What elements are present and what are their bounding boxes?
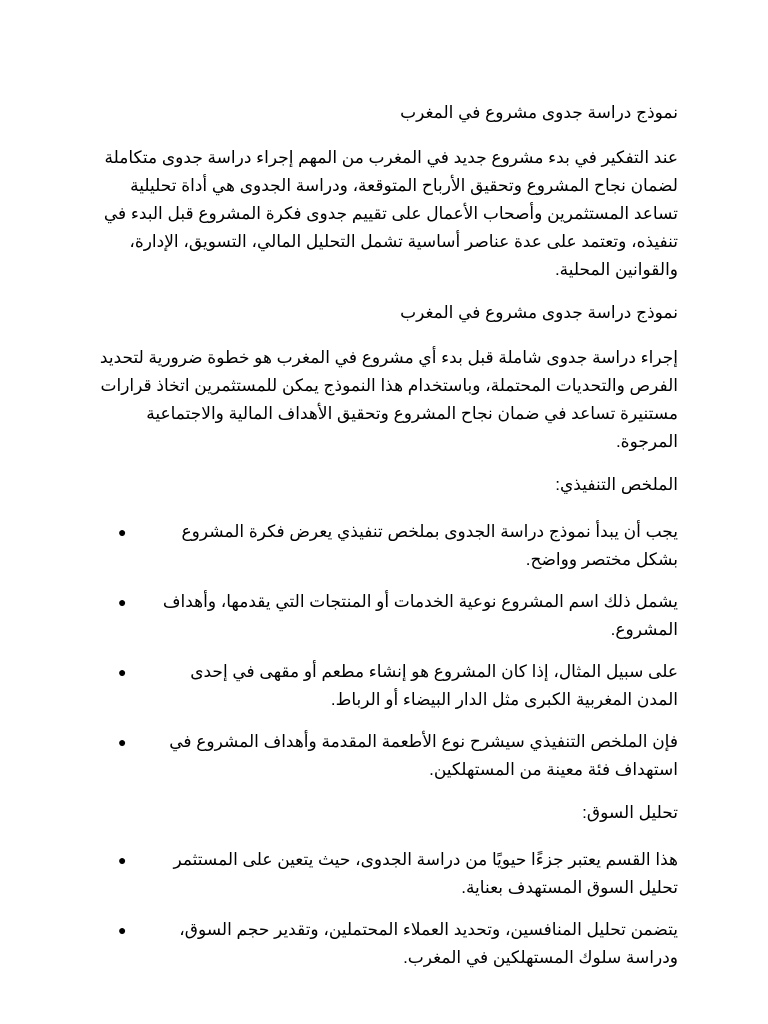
list-item [90,846,678,902]
section-heading-market-analysis: تحليل السوق: [582,803,678,822]
list-item-text: يتضمن تحليل المنافسين، وتحديد العملاء المحتملين، وتقدير حجم السوق، ودراسة سلوك المستهلكين في المغرب. [179,920,678,967]
intro-paragraph-2: إجراء دراسة جدوى شاملة قبل بدء أي مشروع في المغرب هو خطوة ضرورية لتحديد الفرص والتحديات المحتملة، وباستخدام هذا النموذج يمكن للمستثمرين اتخاذ قرارات مستنيرة تساعد في ضمان نجاح المشروع وتحقيق الأهداف المالية والاجتماعية المرجوة. [99,348,678,451]
document-title-1: نموذج دراسة جدوى مشروع في المغرب [400,103,678,122]
list-item-text: فإن الملخص التنفيذي سيشرح نوع الأطعمة المقدمة وأهداف المشروع في استهداف فئة معينة من المستهلكين. [169,732,678,779]
bullet-icon: ● [118,594,127,610]
section-heading-executive-summary: الملخص التنفيذي: [555,475,678,494]
bullet-icon: ● [118,664,127,680]
list-item [90,658,678,714]
market-analysis-list [90,846,678,972]
list-item [90,518,678,574]
executive-summary-list [90,518,678,784]
bullet-icon: ● [118,734,127,750]
list-item [90,728,678,784]
intro-paragraph-1: عند التفكير في بدء مشروع جديد في المغرب من المهم إجراء دراسة جدوى متكاملة لضمان نجاح المشروع وتحقيق الأرباح المتوقعة، ودراسة الجدوى هي أداة تحليلية تساعد المستثمرين وأصحاب الأعمال على تقييم جدوى فكرة المشروع قبل البدء في تنفيذه، وتعتمد على عدة عناصر أساسية تشمل التحليل المالي، التسويق، الإدارة، والقوانين المحلية. [103,148,678,279]
bullet-icon: ● [118,922,127,938]
document-title-2: نموذج دراسة جدوى مشروع في المغرب [400,303,678,322]
bullet-icon: ● [118,852,127,868]
bullet-icon: ● [118,524,127,540]
list-item-text: يشمل ذلك اسم المشروع نوعية الخدمات أو المنتجات التي يقدمها، وأهداف المشروع. [162,592,678,639]
list-item [90,916,678,972]
list-item-text: هذا القسم يعتبر جزءًا حيويًا من دراسة الجدوى، حيث يتعين على المستثمر تحليل السوق المستهدف بعناية. [173,850,678,897]
list-item-text: يجب أن يبدأ نموذج دراسة الجدوى بملخص تنفيذي يعرض فكرة المشروع بشكل مختصر وواضح. [181,522,678,569]
list-item-text: على سبيل المثال، إذا كان المشروع هو إنشاء مطعم أو مقهى في إحدى المدن المغربية الكبرى مثل الدار البيضاء أو الرباط. [190,662,678,709]
list-item [90,588,678,644]
